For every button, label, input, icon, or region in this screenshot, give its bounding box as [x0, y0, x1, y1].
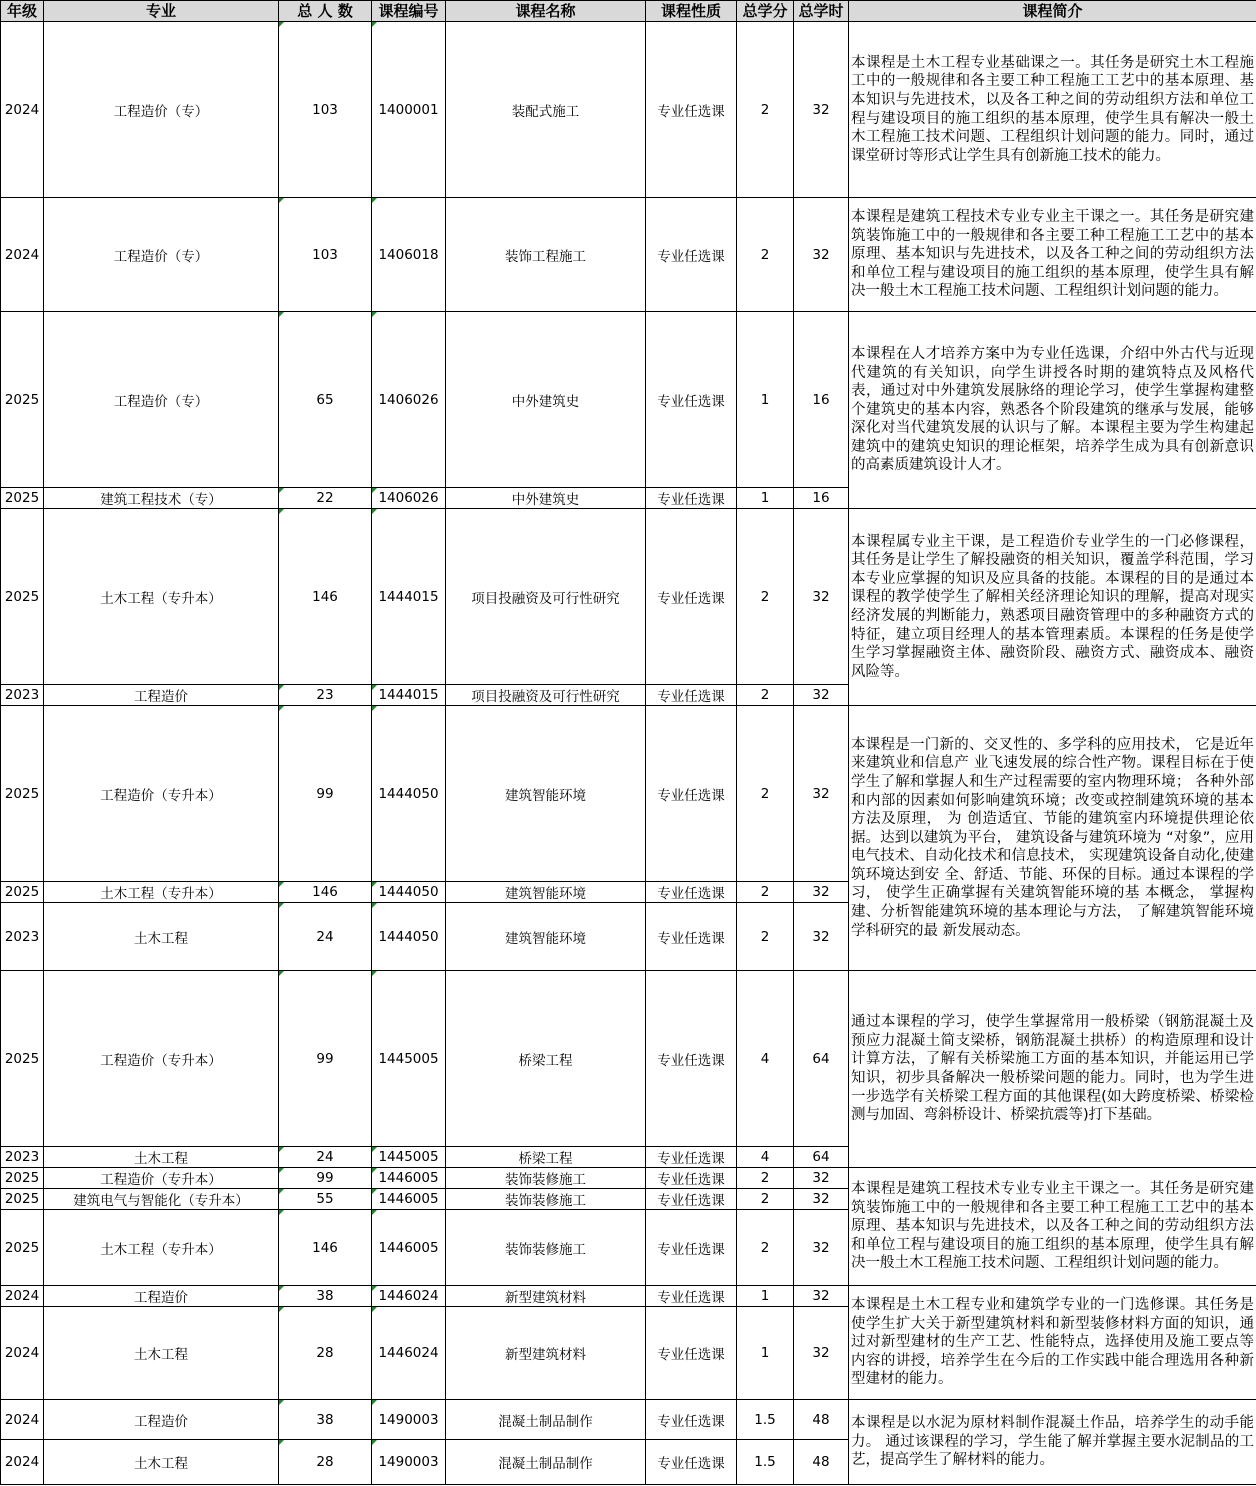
- cell-count: 65: [279, 312, 372, 488]
- header-major: 专业: [44, 1, 279, 22]
- cell-hours: 32: [794, 1168, 849, 1189]
- header-count: 总 人 数: [279, 1, 372, 22]
- cell-course-name: 建筑智能环境: [446, 706, 646, 882]
- cell-major: 土木工程: [44, 1307, 279, 1400]
- header-grade: 年级: [1, 1, 44, 22]
- cell-credit: 1: [737, 1307, 794, 1400]
- cell-type: 专业任选课: [646, 685, 737, 706]
- cell-major: 建筑电气与智能化（专升本）: [44, 1189, 279, 1210]
- cell-grade: 2025: [1, 1210, 44, 1286]
- header-name: 课程名称: [446, 1, 646, 22]
- cell-course-name: 装配式施工: [446, 22, 646, 198]
- cell-count: 28: [279, 1307, 372, 1400]
- cell-course-name: 装饰装修施工: [446, 1189, 646, 1210]
- cell-type: 专业任选课: [646, 509, 737, 685]
- cell-major: 建筑工程技术（专）: [44, 488, 279, 509]
- cell-major: 土木工程（专升本）: [44, 1210, 279, 1286]
- cell-hours: 64: [794, 971, 849, 1147]
- cell-course-name: 桥梁工程: [446, 971, 646, 1147]
- cell-code: 1444050: [372, 882, 446, 903]
- cell-hours: 32: [794, 706, 849, 882]
- cell-type: 专业任选课: [646, 22, 737, 198]
- cell-code: 1444050: [372, 706, 446, 882]
- cell-count: 146: [279, 882, 372, 903]
- cell-code: 1446005: [372, 1210, 446, 1286]
- cell-major: 土木工程: [44, 903, 279, 971]
- cell-major: 工程造价（专升本）: [44, 971, 279, 1147]
- cell-credit: 1: [737, 1286, 794, 1307]
- cell-type: 专业任选课: [646, 1168, 737, 1189]
- cell-credit: 1.5: [737, 1400, 794, 1440]
- cell-major: 土木工程（专升本）: [44, 509, 279, 685]
- cell-count: 24: [279, 903, 372, 971]
- header-desc: 课程简介: [849, 1, 1256, 22]
- cell-course-name: 新型建筑材料: [446, 1286, 646, 1307]
- cell-grade: 2024: [1, 1307, 44, 1400]
- cell-code: 1490003: [372, 1400, 446, 1440]
- cell-major: 土木工程（专升本）: [44, 882, 279, 903]
- cell-course-name: 项目投融资及可行性研究: [446, 685, 646, 706]
- cell-major: 工程造价: [44, 685, 279, 706]
- cell-hours: 16: [794, 488, 849, 509]
- cell-count: 103: [279, 198, 372, 312]
- cell-count: 23: [279, 685, 372, 706]
- table-row: [1, 1286, 1256, 1307]
- cell-count: 99: [279, 971, 372, 1147]
- cell-grade: 2025: [1, 488, 44, 509]
- cell-credit: 2: [737, 685, 794, 706]
- cell-credit: 2: [737, 706, 794, 882]
- table-row: [1, 1400, 1256, 1440]
- cell-major: 工程造价（专升本）: [44, 1168, 279, 1189]
- table-row: [1, 971, 1256, 1147]
- header-hours: 总学时: [794, 1, 849, 22]
- cell-grade: 2023: [1, 903, 44, 971]
- cell-major: 工程造价（专）: [44, 198, 279, 312]
- cell-grade: 2024: [1, 1400, 44, 1440]
- cell-major: 工程造价: [44, 1286, 279, 1307]
- cell-type: 专业任选课: [646, 971, 737, 1147]
- cell-hours: 32: [794, 882, 849, 903]
- cell-description: 本课程在人才培养方案中为专业任选课，介绍中外古代与近现代建筑的有关知识，向学生讲授各时期的建筑特点及风格代表，通过对中外建筑发展脉络的理论学习，使学生掌握构建整个建筑史的基本内容，熟悉各个阶段建筑的继承与发展，能够深化对当代建筑发展的认识与了解。本课程主要为学生构建起建筑中的建筑史知识的理论框架，培养学生成为具有创新意识的高素质建筑设计人才。: [849, 312, 1256, 509]
- table-row: [1, 22, 1256, 198]
- cell-code: 1490003: [372, 1440, 446, 1485]
- cell-major: 工程造价（专升本）: [44, 706, 279, 882]
- cell-code: 1446005: [372, 1189, 446, 1210]
- cell-code: 1446005: [372, 1168, 446, 1189]
- cell-code: 1406026: [372, 488, 446, 509]
- header-row: [1, 1, 1256, 22]
- cell-grade: 2025: [1, 971, 44, 1147]
- cell-grade: 2025: [1, 1168, 44, 1189]
- cell-count: 146: [279, 509, 372, 685]
- cell-credit: 2: [737, 903, 794, 971]
- cell-count: 24: [279, 1147, 372, 1168]
- cell-grade: 2024: [1, 22, 44, 198]
- cell-credit: 1.5: [737, 1440, 794, 1485]
- cell-type: 专业任选课: [646, 1286, 737, 1307]
- cell-code: 1446024: [372, 1307, 446, 1400]
- cell-count: 22: [279, 488, 372, 509]
- header-credit: 总学分: [737, 1, 794, 22]
- cell-type: 专业任选课: [646, 1307, 737, 1400]
- cell-course-name: 混凝土制品制作: [446, 1440, 646, 1485]
- cell-count: 99: [279, 706, 372, 882]
- cell-credit: 2: [737, 22, 794, 198]
- cell-code: 1406018: [372, 198, 446, 312]
- cell-course-name: 装饰装修施工: [446, 1168, 646, 1189]
- cell-grade: 2025: [1, 882, 44, 903]
- cell-hours: 32: [794, 685, 849, 706]
- cell-description: 本课程是以水泥为原材料制作混凝土作品，培养学生的动手能力。 通过该课程的学习，学生能了解并掌握主要水泥制品的工艺，提高学生了解材料的能力。: [849, 1400, 1256, 1485]
- cell-code: 1446024: [372, 1286, 446, 1307]
- cell-credit: 4: [737, 971, 794, 1147]
- cell-hours: 32: [794, 1189, 849, 1210]
- header-code: 课程编号: [372, 1, 446, 22]
- cell-grade: 2025: [1, 1189, 44, 1210]
- cell-type: 专业任选课: [646, 1440, 737, 1485]
- cell-count: 99: [279, 1168, 372, 1189]
- table-row: [1, 1168, 1256, 1189]
- cell-credit: 2: [737, 1210, 794, 1286]
- cell-grade: 2025: [1, 312, 44, 488]
- cell-credit: 2: [737, 1189, 794, 1210]
- cell-type: 专业任选课: [646, 312, 737, 488]
- cell-credit: 2: [737, 1168, 794, 1189]
- cell-type: 专业任选课: [646, 882, 737, 903]
- cell-hours: 64: [794, 1147, 849, 1168]
- cell-hours: 32: [794, 1307, 849, 1400]
- cell-type: 专业任选课: [646, 1400, 737, 1440]
- cell-count: 146: [279, 1210, 372, 1286]
- cell-credit: 2: [737, 882, 794, 903]
- cell-grade: 2024: [1, 1440, 44, 1485]
- header-type: 课程性质: [646, 1, 737, 22]
- cell-description: 本课程是建筑工程技术专业专业主干课之一。其任务是研究建筑装饰施工中的一般规律和各主要工种工程施工工艺中的基本原理、基本知识与先进技术，以及各工种之间的劳动组织方法和单位工程与建设项目的施工组织的基本原理，使学生具有解决一般土木工程施工技术问题、工程组织计划问题的能力。: [849, 198, 1256, 312]
- cell-code: 1445005: [372, 971, 446, 1147]
- table-row: [1, 198, 1256, 312]
- cell-count: 28: [279, 1440, 372, 1485]
- cell-type: 专业任选课: [646, 488, 737, 509]
- cell-description: 本课程是土木工程专业和建筑学专业的一门选修课。其任务是使学生扩大关于新型建筑材料和新型装修材料方面的知识，通过对新型建材的生产工艺、性能特点，选择使用及施工要点等内容的讲授，培养学生在今后的工作实践中能合理选用各种新型建材的能力。: [849, 1286, 1256, 1400]
- cell-count: 38: [279, 1400, 372, 1440]
- cell-hours: 16: [794, 312, 849, 488]
- cell-course-name: 桥梁工程: [446, 1147, 646, 1168]
- cell-code: 1444015: [372, 685, 446, 706]
- cell-course-name: 建筑智能环境: [446, 882, 646, 903]
- cell-hours: 32: [794, 509, 849, 685]
- cell-course-name: 混凝土制品制作: [446, 1400, 646, 1440]
- cell-major: 工程造价（专）: [44, 312, 279, 488]
- cell-course-name: 项目投融资及可行性研究: [446, 509, 646, 685]
- cell-hours: 48: [794, 1440, 849, 1485]
- cell-course-name: 中外建筑史: [446, 488, 646, 509]
- table-row: [1, 706, 1256, 882]
- table-row: [1, 312, 1256, 488]
- cell-type: 专业任选课: [646, 903, 737, 971]
- cell-grade: 2024: [1, 198, 44, 312]
- cell-code: 1400001: [372, 22, 446, 198]
- cell-hours: 32: [794, 22, 849, 198]
- cell-description: 通过本课程的学习，使学生掌握常用一般桥梁（钢筋混凝土及预应力混凝土简支梁桥，钢筋混凝土拱桥）的构造原理和设计计算方法，了解有关桥梁施工方面的基本知识，并能运用已学知识，初步具备解决一般桥梁问题的能力。同时，也为学生进一步选学有关桥梁工程方面的其他课程(如大跨度桥梁、桥梁检测与加固、弯斜桥设计、桥梁抗震等)打下基础。: [849, 971, 1256, 1168]
- cell-credit: 4: [737, 1147, 794, 1168]
- cell-credit: 2: [737, 509, 794, 685]
- cell-course-name: 中外建筑史: [446, 312, 646, 488]
- cell-credit: 2: [737, 198, 794, 312]
- cell-grade: 2024: [1, 1286, 44, 1307]
- cell-description: 本课程是一门新的、交叉性的、多学科的应用技术， 它是近年来建筑业和信息产 业飞速发展的综合性产物。课程目标在于使学生了解和掌握人和生产过程需要的室内物理环境； 各种外部和内部的因素如何影响建筑环境；改变或控制建筑环境的基本方法及原理， 为 创造适宜、节能的建筑室内环境提供理论依据。达到以建筑为平台， 建筑设备与建筑环境为 “对象”，应用电气技术、自动化技术和信息技术， 实现建筑设备自动化,使建筑环境达到安 全、舒适、节能、环保的目标。通过本课程的学习， 使学生正确掌握有关建筑智能环境的基 本概念， 掌握构建、分析智能建筑环境的基本理论与方法， 了解建筑智能环境学科研究的最 新发展动态。: [849, 706, 1256, 971]
- cell-grade: 2023: [1, 1147, 44, 1168]
- cell-major: 土木工程: [44, 1147, 279, 1168]
- table-row: [1, 509, 1256, 685]
- cell-credit: 1: [737, 312, 794, 488]
- cell-code: 1445005: [372, 1147, 446, 1168]
- cell-major: 土木工程: [44, 1440, 279, 1485]
- cell-type: 专业任选课: [646, 198, 737, 312]
- cell-code: 1444050: [372, 903, 446, 971]
- cell-grade: 2023: [1, 685, 44, 706]
- cell-course-name: 建筑智能环境: [446, 903, 646, 971]
- cell-description: 本课程是建筑工程技术专业专业主干课之一。其任务是研究建筑装饰施工中的一般规律和各主要工种工程施工工艺中的基本原理、基本知识与先进技术，以及各工种之间的劳动组织方法和单位工程与建设项目的施工组织的基本原理，使学生具有解决一般土木工程施工技术问题、工程组织计划问题的能力。: [849, 1168, 1256, 1286]
- cell-type: 专业任选课: [646, 706, 737, 882]
- cell-description: 本课程属专业主干课，是工程造价专业学生的一门必修课程，其任务是让学生了解投融资的相关知识，覆盖学科范围，学习本专业应掌握的知识及应具备的技能。本课程的目的是通过本课程的教学使学生了解相关经济理论知识的理解，提高对现实经济发展的判断能力，熟悉项目融资管理中的多种融资方式的特征，建立项目经理人的基本管理素质。本课程的任务是使学生学习掌握融资主体、融资阶段、融资方式、融资成本、融资风险等。: [849, 509, 1256, 706]
- cell-major: 工程造价（专）: [44, 22, 279, 198]
- cell-grade: 2025: [1, 706, 44, 882]
- cell-type: 专业任选课: [646, 1210, 737, 1286]
- cell-course-name: 装饰工程施工: [446, 198, 646, 312]
- cell-credit: 1: [737, 488, 794, 509]
- cell-hours: 32: [794, 1210, 849, 1286]
- cell-course-name: 装饰装修施工: [446, 1210, 646, 1286]
- cell-type: 专业任选课: [646, 1147, 737, 1168]
- cell-code: 1406026: [372, 312, 446, 488]
- cell-description: 本课程是土木工程专业基础课之一。其任务是研究土木工程施工中的一般规律和各主要工种工程施工工艺中的基本原理、基本知识与先进技术，以及各工种之间的劳动组织方法和单位工程与建设项目的施工组织的基本原理，使学生具有解决一般土木工程施工技术问题、工程组织计划问题的能力。同时，通过课堂研讨等形式让学生具有创新施工技术的能力。: [849, 22, 1256, 198]
- cell-count: 38: [279, 1286, 372, 1307]
- cell-course-name: 新型建筑材料: [446, 1307, 646, 1400]
- cell-hours: 32: [794, 1286, 849, 1307]
- cell-major: 工程造价: [44, 1400, 279, 1440]
- cell-code: 1444015: [372, 509, 446, 685]
- cell-grade: 2025: [1, 509, 44, 685]
- cell-type: 专业任选课: [646, 1189, 737, 1210]
- cell-count: 103: [279, 22, 372, 198]
- cell-hours: 32: [794, 198, 849, 312]
- cell-hours: 32: [794, 903, 849, 971]
- cell-count: 55: [279, 1189, 372, 1210]
- cell-hours: 48: [794, 1400, 849, 1440]
